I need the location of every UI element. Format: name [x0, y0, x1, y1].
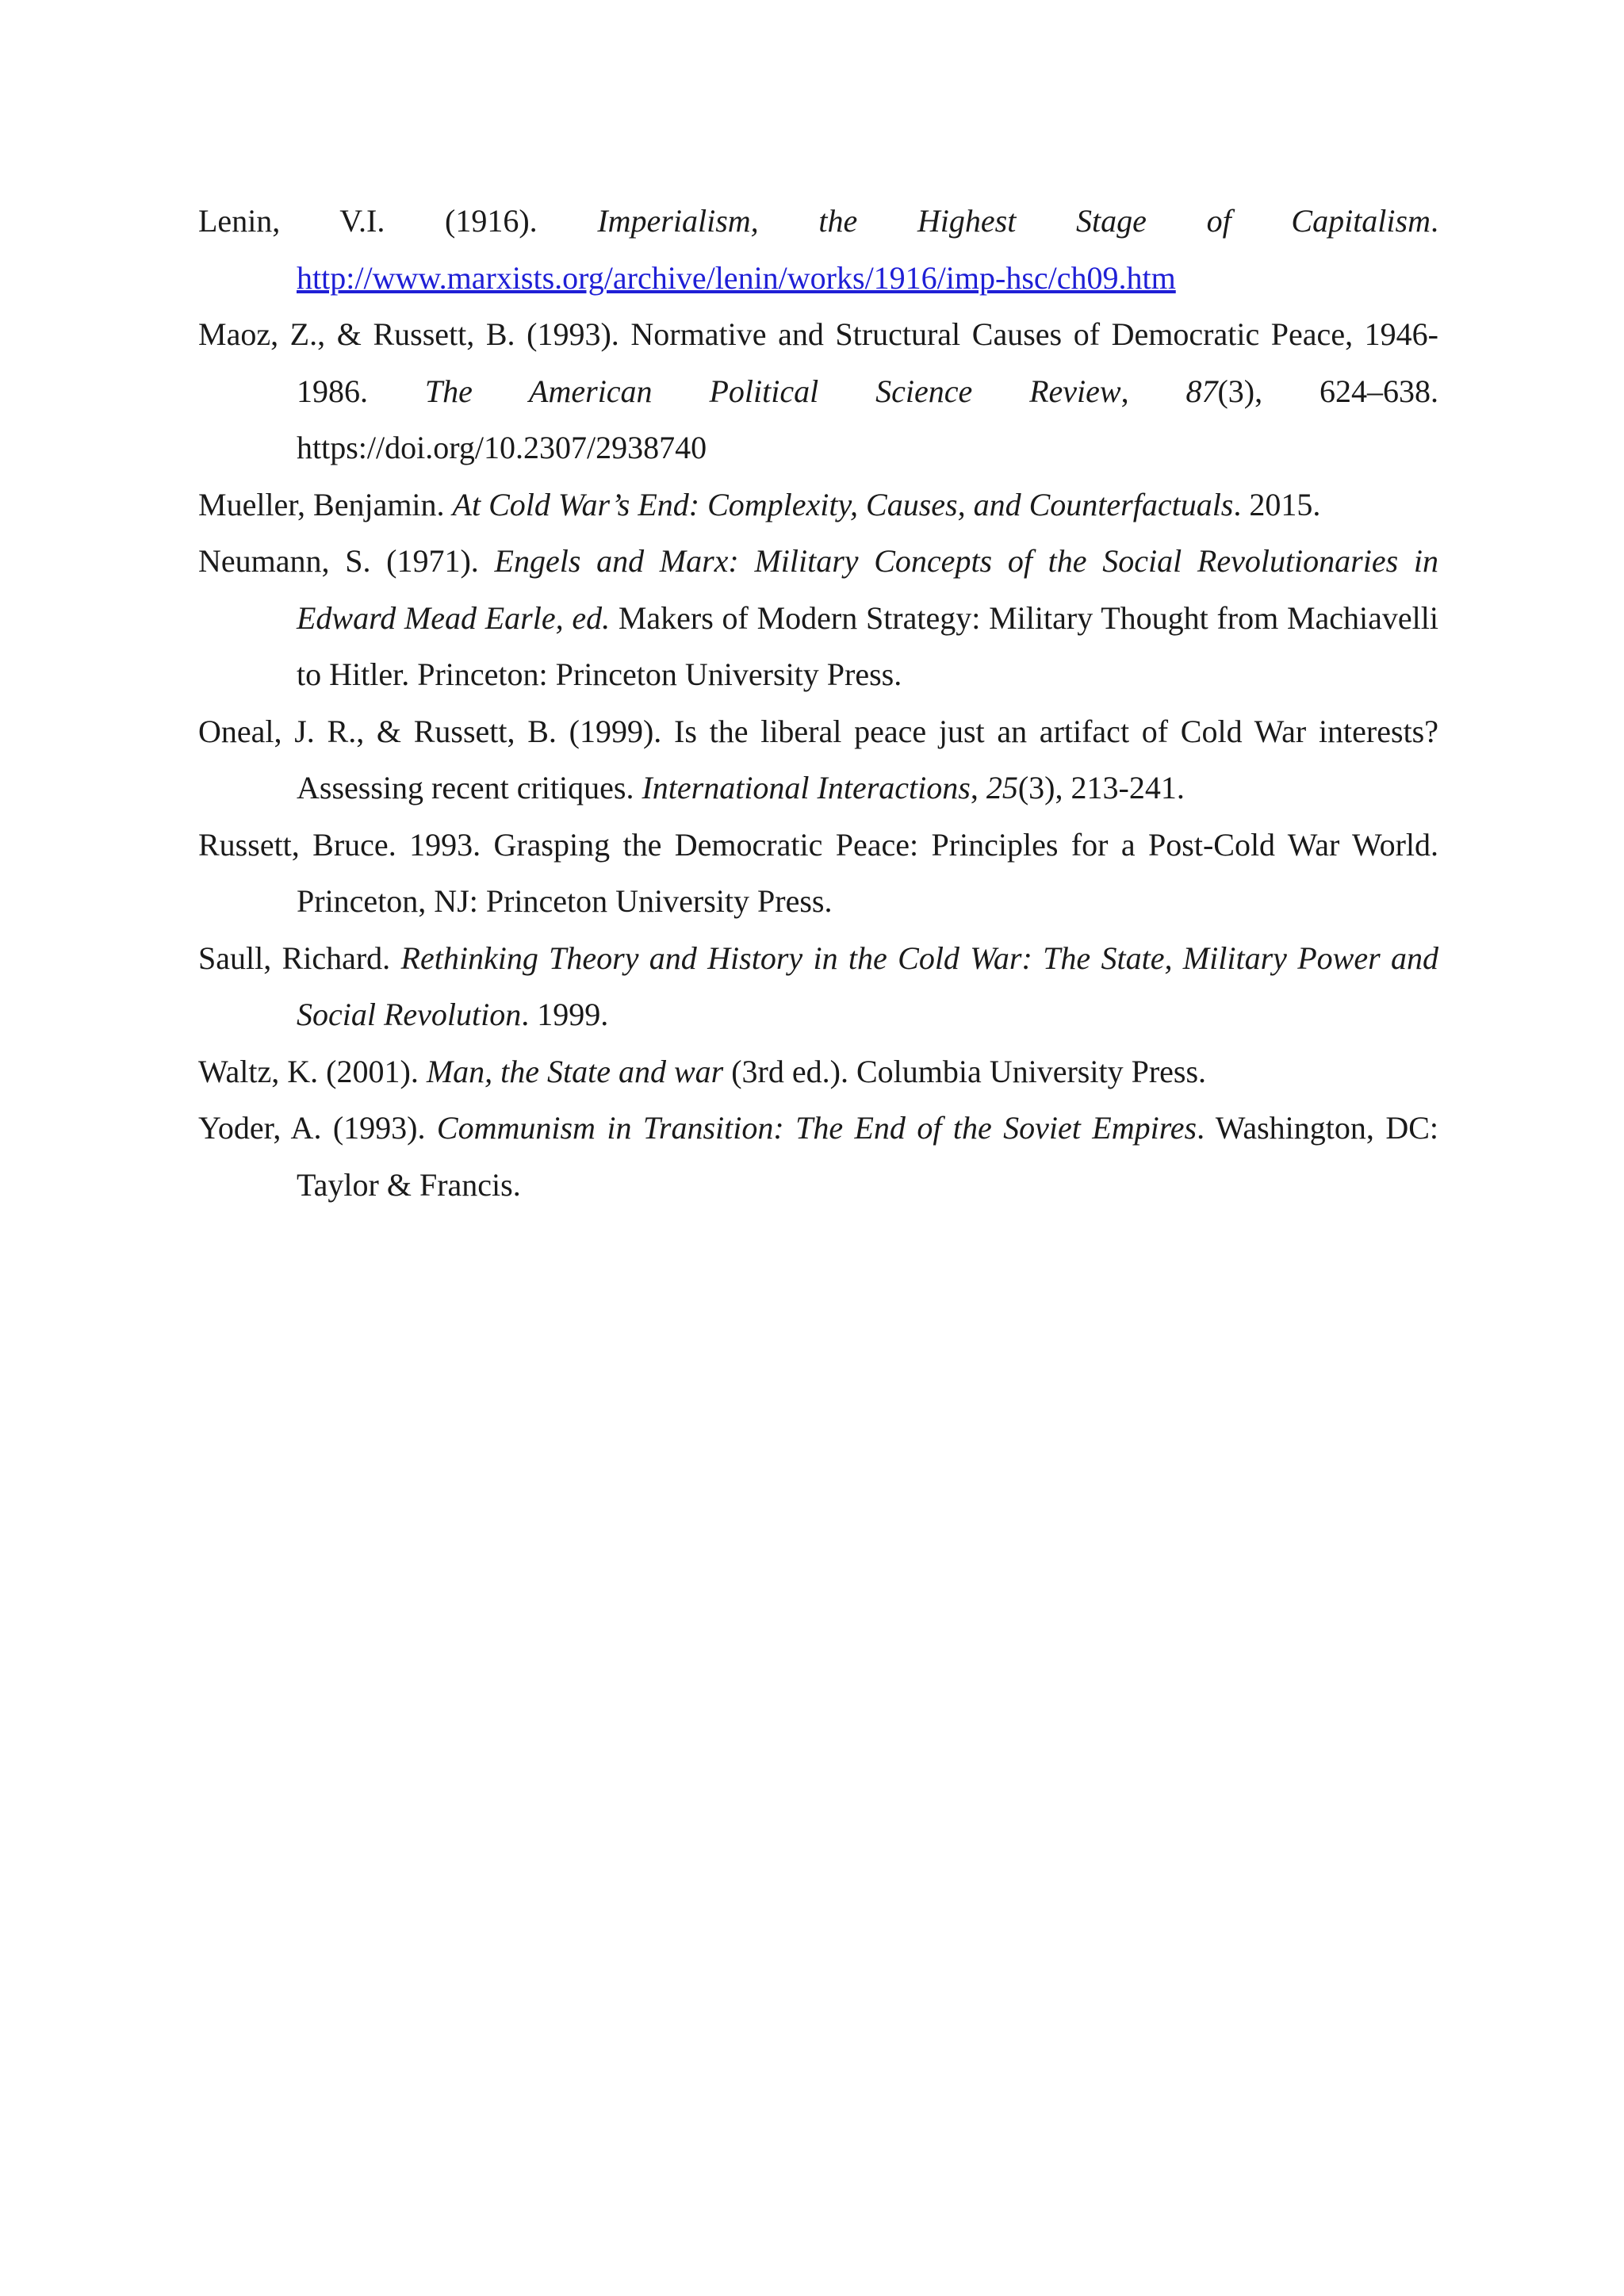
reference-entry-russett [198, 817, 1438, 930]
reference-journal: International Interactions [642, 770, 971, 806]
reference-text: . 2015. [1233, 486, 1321, 522]
reference-text: Lenin, V.I. (1916). [198, 203, 598, 239]
reference-text: (3rd ed.). Columbia University Press. [723, 1053, 1207, 1089]
reference-entry-neumann [198, 533, 1438, 703]
reference-volume: 25 [986, 770, 1018, 806]
reference-text: Mueller, Benjamin. [198, 486, 453, 522]
reference-volume: 87 [1185, 373, 1218, 409]
reference-text: , [1120, 373, 1186, 409]
reference-entry-waltz [198, 1043, 1438, 1100]
reference-title: Engels and Marx: Military Concepts of the Social Revolutionaries in Edward Mead Earle, ed. [297, 543, 1438, 636]
reference-entry-lenin [198, 193, 1438, 306]
reference-entry-maoz [198, 306, 1438, 476]
reference-text: , [970, 770, 986, 806]
reference-entry-oneal [198, 703, 1438, 817]
reference-text: . Washington, DC: Taylor & Francis. [297, 1110, 1438, 1203]
reference-journal: The American Political Science Review [424, 373, 1121, 409]
reference-title: Imperialism, the Highest Stage of Capitalism [597, 203, 1431, 239]
reference-text: Makers of Modern Strategy: Military Thought from Machiavelli to Hitler. Princeton: Princeton University Press. [297, 599, 1439, 692]
reference-text: (3), 624–638. https://doi.org/10.2307/2938740 [297, 373, 1439, 465]
reference-text: Neumann, S. (1971). [198, 543, 495, 579]
reference-entry-yoder [198, 1100, 1438, 1213]
reference-title: Man, the State and war [426, 1053, 724, 1089]
reference-text: . [1431, 203, 1438, 239]
reference-title: Rethinking Theory and History in the Cold War: The State, Military Power and Social Revolution [297, 939, 1438, 1032]
reference-link[interactable]: http://www.marxists.org/archive/lenin/works/1916/imp-hsc/ch09.htm [297, 259, 1176, 296]
reference-text: Yoder, A. (1993). [198, 1110, 437, 1146]
reference-list [198, 193, 1438, 1213]
reference-entry-mueller [198, 476, 1438, 534]
reference-text: Waltz, K. (2001). [198, 1053, 427, 1089]
reference-text: Saull, Richard. [198, 939, 401, 976]
reference-text: Maoz, Z., & Russett, B. (1993). Normative and Structural Causes of Democratic Peace, 1946-1986. [198, 316, 1438, 409]
reference-text: Russett, Bruce. 1993. Grasping the Democratic Peace: Principles for a Post-Cold War World. Princeton, NJ: Princeton University Press. [198, 826, 1438, 919]
reference-entry-saull [198, 930, 1438, 1043]
reference-title: Communism in Transition: The End of the Soviet Empires [436, 1110, 1197, 1146]
reference-text: (3), 213-241. [1017, 770, 1185, 806]
reference-text: Oneal, J. R., & Russett, B. (1999). Is the liberal peace just an artifact of Cold War interests? Assessing recent critiques. [198, 713, 1438, 806]
reference-text: . 1999. [521, 997, 609, 1032]
reference-title: At Cold War’s End: Complexity, Causes, and Counterfactuals [452, 486, 1234, 522]
